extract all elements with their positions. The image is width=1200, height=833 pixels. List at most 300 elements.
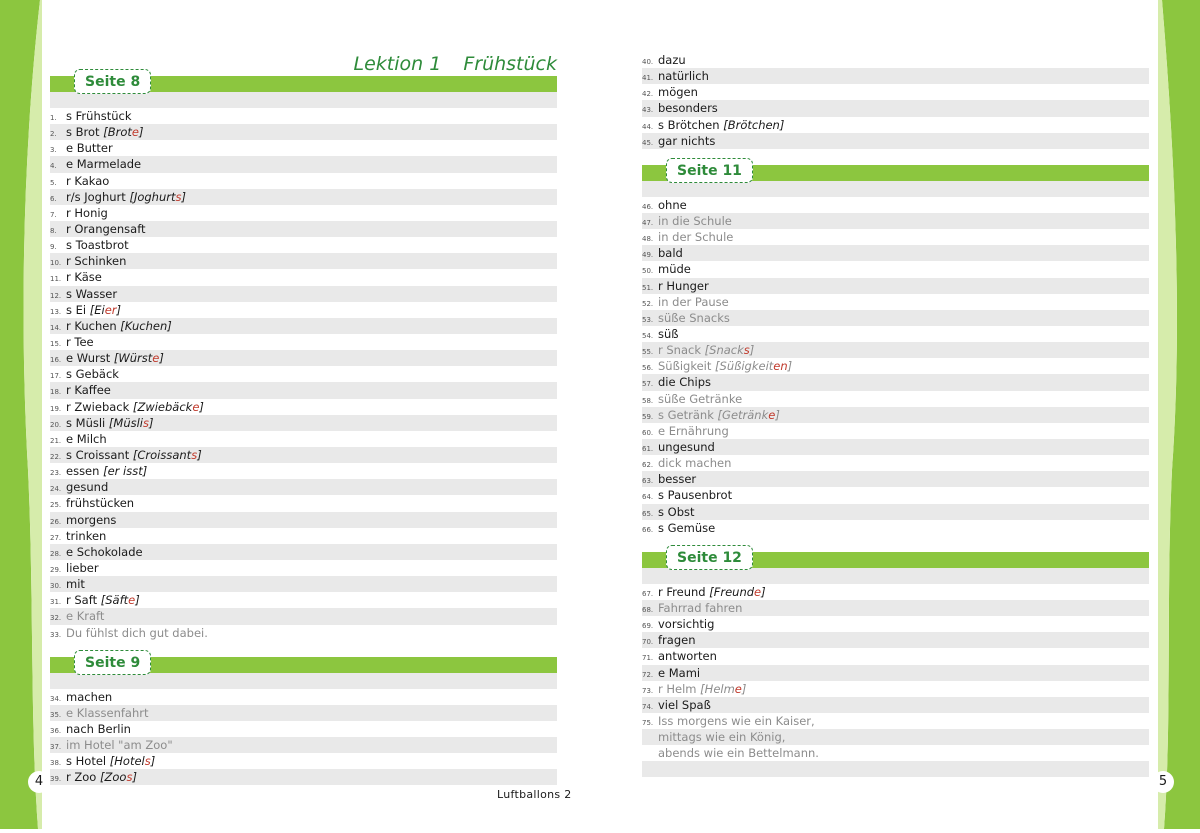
right-vocabulary-column (642, 52, 1149, 777)
vocab-word: e Kraft (66, 609, 105, 624)
vocab-row (642, 504, 1149, 520)
vocab-row (642, 455, 1149, 471)
vocab-row (50, 431, 557, 447)
vocab-number: 45 . (642, 135, 658, 151)
plural-ending: e (192, 399, 200, 414)
vocab-row (50, 221, 557, 237)
plural-ending: e (131, 125, 139, 140)
vocab-word: s Croissant (66, 447, 130, 462)
vocab-number: 19 . (50, 401, 66, 417)
lesson-number: Lektion 1 (353, 53, 442, 75)
vocab-number: 10 . (50, 255, 66, 271)
vocab-word: besonders (658, 101, 718, 116)
vocab-word: bald (658, 246, 683, 261)
vocab-word: s Brot (66, 125, 100, 140)
vocab-number: 14 . (50, 320, 66, 336)
vocab-word: die Chips (658, 375, 712, 390)
plural-form: [Zoos] (96, 770, 137, 785)
vocab-row (50, 108, 557, 124)
vocab-number: 28 . (50, 546, 66, 562)
plural-stem: Snack (709, 343, 744, 358)
vocab-word: essen (66, 464, 100, 479)
plural-form: [Helme] (696, 681, 747, 696)
vocab-word: trinken (66, 528, 107, 543)
vocab-word: viel Spaß (658, 697, 711, 712)
vocab-number: 46 . (642, 199, 658, 215)
vocab-row (642, 616, 1149, 632)
vocab-number: 59 . (642, 409, 658, 425)
vocab-word: im Hotel "am Zoo" (66, 738, 173, 753)
plural-ending: s (143, 415, 149, 430)
plural-stem: Croissant (137, 447, 192, 462)
vocab-row (50, 205, 557, 221)
vocab-row (50, 528, 557, 544)
vocab-row (50, 399, 557, 415)
vocab-row (642, 600, 1149, 616)
vocab-word: mit (66, 577, 85, 592)
vocab-word: abends wie ein Bettelmann. (658, 746, 819, 761)
vocab-row (50, 737, 557, 753)
vocab-row (50, 721, 557, 737)
plural-suffix: sst (126, 464, 143, 479)
vocab-number: 41 . (642, 70, 658, 86)
vocab-row (50, 334, 557, 350)
vocab-number: 64 . (642, 489, 658, 505)
vocab-number: 29 . (50, 562, 66, 578)
vocab-word: Iss morgens wie ein Kaiser, (658, 713, 815, 728)
vocab-word: antworten (658, 649, 717, 664)
vocab-word: in der Schule (658, 230, 734, 245)
vocab-word: r Schinken (66, 254, 127, 269)
vocab-word: r Snack (658, 343, 702, 358)
vocab-number: 38 . (50, 755, 66, 771)
plural-form: [Brötchen] (719, 117, 785, 132)
vocab-number: 75 . (642, 715, 658, 731)
vocab-number: 12 . (50, 288, 66, 304)
vocab-number: 25 . (50, 497, 66, 513)
vocab-row (50, 769, 557, 785)
plural-stem: Getränk (722, 407, 769, 422)
vocab-row (642, 407, 1149, 423)
vocab-row (50, 576, 557, 592)
vocab-row (642, 133, 1149, 149)
vocab-number: 39 . (50, 771, 66, 787)
vocab-number: 22 . (50, 449, 66, 465)
vocab-word: nach Berlin (66, 721, 131, 736)
plural-ending: s (144, 754, 151, 769)
vocab-number: 70 . (642, 634, 658, 650)
plural-form: [Zwiebäcke] (129, 399, 204, 414)
vocab-row (642, 471, 1149, 487)
vocab-row (642, 697, 1149, 713)
plural-stem: Würst (118, 351, 153, 366)
vocab-row (642, 665, 1149, 681)
vocab-number: 33 . (50, 627, 66, 643)
vocab-word: natürlich (658, 69, 709, 84)
vocab-word: s Brötchen (658, 117, 720, 132)
plural-form: [Joghurts] (125, 189, 186, 204)
section-header-seite-12 (642, 549, 1149, 568)
page-number-left: 4 (28, 771, 50, 793)
vocab-word: r Saft (66, 593, 98, 608)
plural-ending: e (734, 681, 742, 696)
vocab-number: 66 . (642, 522, 658, 538)
plural-form: [Würste] (110, 351, 164, 366)
vocab-number: 13 . (50, 304, 66, 320)
empty-row (642, 761, 1149, 777)
vocab-number: 67 . (642, 586, 658, 602)
vocab-number: 44 . (642, 119, 658, 135)
vocab-word: dick machen (658, 456, 732, 471)
vocab-number: 8 . (50, 223, 66, 239)
plural-form: [Getränke] (713, 407, 780, 422)
plural-stem: Kuchen (124, 318, 168, 333)
vocab-word: lieber (66, 560, 99, 575)
plural-stem: Helm (704, 681, 735, 696)
vocab-row (642, 423, 1149, 439)
section-label: Seite 12 (666, 545, 753, 570)
vocab-word: in die Schule (658, 213, 732, 228)
plural-form: [Croissants] (129, 447, 202, 462)
vocab-row (50, 237, 557, 253)
left-vocabulary-column (50, 52, 557, 802)
right-page-edge-decoration (1158, 0, 1200, 829)
vocab-row (50, 173, 557, 189)
vocab-row (642, 729, 1149, 745)
vocab-row (642, 84, 1149, 100)
vocab-word: gar nichts (658, 133, 716, 148)
vocab-row (642, 245, 1149, 261)
vocab-word: r Zwieback (66, 399, 130, 414)
vocab-number: 72 . (642, 667, 658, 683)
vocab-row (642, 439, 1149, 455)
vocab-word: Fahrrad fahren (658, 600, 743, 615)
plural-ending: s (175, 189, 182, 204)
section-header-seite-9 (50, 654, 557, 673)
vocab-number: 69 . (642, 618, 658, 634)
vocab-row (50, 608, 557, 624)
plural-ending: s (743, 343, 750, 358)
section-label: Seite 9 (74, 650, 151, 675)
vocab-row (50, 625, 557, 641)
vocab-row (50, 382, 557, 398)
vocab-row (50, 253, 557, 269)
plural-ending: e (128, 593, 136, 608)
vocab-row (642, 100, 1149, 116)
vocab-word: ungesund (658, 439, 715, 454)
vocab-number: 18 . (50, 384, 66, 400)
vocab-word: e Klassenfahrt (66, 705, 149, 720)
vocab-word: morgens (66, 512, 117, 527)
vocab-number: 17 . (50, 368, 66, 384)
left-page-edge-decoration (0, 0, 42, 829)
vocab-number: 27 . (50, 530, 66, 546)
vocab-row (50, 286, 557, 302)
vocab-row (642, 713, 1149, 729)
vocab-word: r Käse (66, 270, 102, 285)
plural-stem: Brötchen (727, 117, 780, 132)
vocab-number: 52 . (642, 296, 658, 312)
vocab-number: 23 . (50, 465, 66, 481)
plural-form: [Freunde] (705, 584, 766, 599)
vocab-word: mittags wie ein König, (658, 730, 786, 745)
vocab-row (50, 689, 557, 705)
vocab-number: 49 . (642, 247, 658, 263)
vocab-word: machen (66, 689, 113, 704)
vocab-number: 34 . (50, 691, 66, 707)
plural-ending: er (104, 302, 117, 317)
section-header-seite-11 (642, 162, 1149, 181)
vocab-row (50, 495, 557, 511)
vocab-number: 15 . (50, 336, 66, 352)
page-number-right: 5 (1152, 771, 1174, 793)
vocab-word: e Schokolade (66, 544, 143, 559)
plural-stem: Müsli (113, 415, 143, 430)
vocab-number: 9 . (50, 239, 66, 255)
plural-stem: Joghurt (133, 189, 176, 204)
vocab-number: 21 . (50, 433, 66, 449)
vocab-row (642, 745, 1149, 761)
vocab-word: Süßigkeit (658, 359, 712, 374)
vocab-number: 3 . (50, 142, 66, 158)
vocab-row (50, 350, 557, 366)
vocab-row (642, 358, 1149, 374)
vocab-word: besser (658, 472, 697, 487)
plural-ending: e (152, 351, 160, 366)
plural-ending: s (126, 770, 133, 785)
vocab-word: e Butter (66, 141, 113, 156)
vocab-row (642, 68, 1149, 84)
vocab-number: 63 . (642, 473, 658, 489)
vocab-row (50, 479, 557, 495)
vocab-row (642, 117, 1149, 133)
vocab-word: r Tee (66, 334, 94, 349)
vocab-word: s Gemüse (658, 520, 716, 535)
section-label: Seite 11 (666, 158, 753, 183)
vocab-number: 56 . (642, 360, 658, 376)
vocab-list-seite-8 (50, 108, 557, 641)
vocab-number: 35 . (50, 707, 66, 723)
vocab-number: 73 . (642, 683, 658, 699)
empty-row (50, 785, 557, 801)
vocab-row (642, 342, 1149, 358)
vocab-number: 61 . (642, 441, 658, 457)
vocab-word: vorsichtig (658, 617, 715, 632)
vocab-number: 42 . (642, 86, 658, 102)
vocab-number: 24 . (50, 481, 66, 497)
vocab-list-seite-9-continued (642, 52, 1149, 149)
vocab-word: r Helm (658, 681, 697, 696)
plural-stem: er i (107, 464, 127, 479)
vocab-word: s Gebäck (66, 367, 119, 382)
vocab-row (642, 261, 1149, 277)
vocab-row (50, 705, 557, 721)
plural-form: [Müslis] (105, 415, 154, 430)
vocab-word: müde (658, 262, 691, 277)
vocab-word: r/s Joghurt (66, 189, 126, 204)
vocab-word: dazu (658, 53, 686, 67)
vocab-word: r Honig (66, 205, 108, 220)
vocab-number: 74 . (642, 699, 658, 715)
vocab-row (642, 520, 1149, 536)
vocab-number: 20 . (50, 417, 66, 433)
plural-form: [Süßigkeiten] (711, 359, 793, 374)
vocab-row (50, 189, 557, 205)
vocab-number: 68 . (642, 602, 658, 618)
vocab-number: 7 . (50, 207, 66, 223)
vocab-word: r Kakao (66, 173, 110, 188)
vocab-word: r Hunger (658, 278, 709, 293)
vocab-number: 71 . (642, 650, 658, 666)
vocab-number: 58 . (642, 393, 658, 409)
vocab-number: 4 . (50, 158, 66, 174)
vocab-row (50, 544, 557, 560)
vocab-word: s Wasser (66, 286, 118, 301)
vocab-row (50, 592, 557, 608)
vocab-row (50, 447, 557, 463)
plural-form: [Eier] (86, 302, 122, 317)
vocab-word: r Kuchen (66, 318, 117, 333)
vocab-word: e Wurst (66, 351, 111, 366)
vocab-row (642, 681, 1149, 697)
vocab-word: e Ernährung (658, 423, 729, 438)
vocab-word: r Kaffee (66, 383, 111, 398)
vocab-number: 60 . (642, 425, 658, 441)
vocab-row (642, 374, 1149, 390)
vocab-row (642, 310, 1149, 326)
vocab-word: s Müsli (66, 415, 106, 430)
vocab-number: 62 . (642, 457, 658, 473)
vocab-word: e Marmelade (66, 157, 142, 172)
vocab-number: 54 . (642, 328, 658, 344)
plural-ending: e (754, 584, 762, 599)
plural-form: [er isst] (99, 464, 148, 479)
vocab-number: 55 . (642, 344, 658, 360)
vocab-row (642, 584, 1149, 600)
vocab-number: 36 . (50, 723, 66, 739)
vocab-row (50, 156, 557, 172)
plural-stem: Zwiebäck (137, 399, 193, 414)
vocab-number: 1 . (50, 110, 66, 126)
plural-stem: Brot (107, 125, 132, 140)
vocab-number: 65 . (642, 506, 658, 522)
vocab-number: 5 . (50, 175, 66, 191)
section-header-seite-8 (50, 76, 557, 92)
vocab-row (642, 487, 1149, 503)
vocab-word: s Obst (658, 504, 695, 519)
vocab-word: frühstücken (66, 496, 135, 511)
plural-form: [Snacks] (701, 343, 755, 358)
vocab-number: 48 . (642, 231, 658, 247)
vocab-word: r Zoo (66, 770, 97, 785)
vocab-word: s Pausenbrot (658, 488, 733, 503)
vocab-row (642, 391, 1149, 407)
vocab-row (50, 512, 557, 528)
vocab-number: 43 . (642, 102, 658, 118)
plural-stem: Säft (105, 593, 129, 608)
vocab-word: süße Snacks (658, 310, 730, 325)
vocab-number: 2 . (50, 126, 66, 142)
vocab-row (50, 753, 557, 769)
vocab-number: 47 . (642, 215, 658, 231)
plural-form: [Säfte] (97, 593, 140, 608)
vocab-word: ohne (658, 197, 687, 212)
vocab-number: 53 . (642, 312, 658, 328)
vocab-word: süß (658, 326, 679, 341)
section-label: Seite 8 (74, 69, 151, 94)
vocab-word: Du fühlst dich gut dabei. (66, 625, 208, 640)
vocab-row (50, 124, 557, 140)
vocab-row (642, 229, 1149, 245)
vocab-row (642, 52, 1149, 68)
vocab-row (642, 197, 1149, 213)
plural-stem: Hotel (114, 754, 145, 769)
plural-form: [Hotels] (106, 754, 156, 769)
vocab-number: 11 . (50, 271, 66, 287)
plural-ending: en (773, 359, 788, 374)
vocab-row (642, 213, 1149, 229)
vocab-number: 16 . (50, 352, 66, 368)
vocab-word: süße Getränke (658, 391, 743, 406)
vocab-row (50, 140, 557, 156)
vocab-number: 40 . (642, 54, 658, 70)
plural-stem: Süßigkeit (719, 359, 774, 374)
plural-stem: Freund (713, 584, 755, 599)
vocab-row (642, 632, 1149, 648)
vocab-word: fragen (658, 633, 696, 648)
vocab-row (50, 415, 557, 431)
vocab-number: 32 . (50, 610, 66, 626)
vocab-number: 6 . (50, 191, 66, 207)
plural-form: [Brote] (99, 125, 144, 140)
vocab-word: gesund (66, 480, 109, 495)
vocab-number: 26 . (50, 514, 66, 530)
vocab-row (50, 269, 557, 285)
vocab-row (50, 366, 557, 382)
plural-stem: Ei (94, 302, 105, 317)
vocab-number: 30 . (50, 578, 66, 594)
vocab-word: s Toastbrot (66, 238, 129, 253)
vocab-word: in der Pause (658, 294, 729, 309)
lesson-topic: Frühstück (463, 53, 557, 75)
vocab-word: e Milch (66, 431, 107, 446)
vocab-word: s Ei (66, 302, 87, 317)
plural-ending: e (768, 407, 776, 422)
plural-ending: s (191, 447, 198, 462)
vocab-list-seite-11 (642, 197, 1149, 536)
vocab-number: 31 . (50, 594, 66, 610)
vocab-row (642, 326, 1149, 342)
vocab-word: s Hotel (66, 754, 107, 769)
vocab-number: 57 . (642, 376, 658, 392)
vocab-row (50, 318, 557, 334)
vocab-number: 50 . (642, 263, 658, 279)
vocab-row (642, 278, 1149, 294)
vocab-word: mögen (658, 85, 698, 100)
vocab-row (642, 294, 1149, 310)
vocab-number: 51 . (642, 280, 658, 296)
vocab-word: s Frühstück (66, 109, 132, 123)
book-title-footer: Luftballons 2 (497, 788, 572, 801)
vocab-list-seite-12 (642, 584, 1149, 778)
plural-stem: Zoo (104, 770, 127, 785)
vocab-row (642, 648, 1149, 664)
vocab-row (50, 302, 557, 318)
vocab-word: r Orangensaft (66, 221, 146, 236)
plural-form: [Kuchen] (116, 318, 172, 333)
vocab-word: r Freund (658, 584, 706, 599)
vocab-number: 37 . (50, 739, 66, 755)
